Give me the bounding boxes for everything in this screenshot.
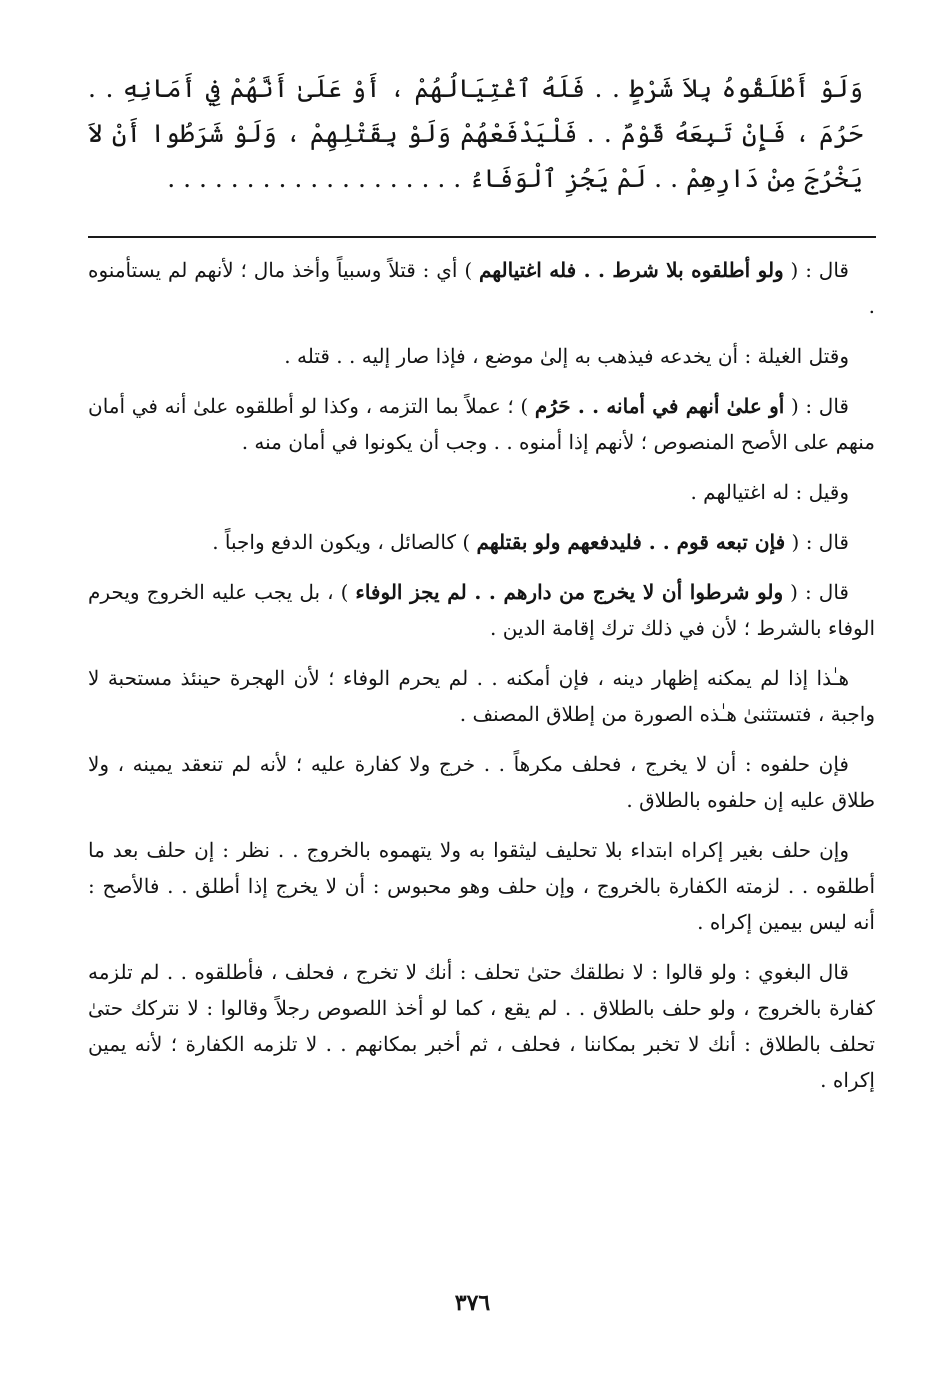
page-number: ٣٧٦	[454, 1290, 491, 1316]
commentary-text: قال : (	[785, 530, 849, 554]
commentary-paragraph-8: فإن حلفوه : أن لا يخرج ، فحلف مكرهاً . . خرج ولا كفارة عليه ؛ لأنه لم تنعقد يمينه ، ولا طلاق عليه إن حلفوه بالطلاق .	[88, 752, 875, 812]
matn-dots: . . . . . . . . . . . . . . . . . . .	[167, 164, 462, 193]
commentary-text: ) أي : قتلاً وسبياً وأخذ مال ؛ لأنهم لم يستأمنوه .	[88, 258, 875, 318]
separator-rule	[88, 236, 876, 238]
commentary-text: قال : (	[783, 580, 849, 604]
commentary-paragraph-2: وقتل الغيلة : أن يخدعه فيذهب به إلىٰ موضع ، فإذا صار إليه . . قتله .	[284, 344, 849, 368]
commentary-text: ) كالصائل ، ويكون الدفع واجباً .	[212, 530, 477, 554]
commentary-paragraph-9: وإن حلف بغير إكراه ابتداء بلا تحليف ليثقوا به ولا يتهموه بالخروج . . نظر : إن حلف بعد ما أطلقوه . . لزمته الكفارة بالخروج ، وإن حلف وهو محبوس : أن لا يخرج إذا أطلق . . فالأصح : أنه ليس بيمين إكراه .	[88, 838, 875, 934]
commentary-paragraph-3	[88, 388, 875, 460]
matn-text: وَلَوْ أَطْلَقُوهُ بِلاَ شَرْطٍ . . فَلَهُ ٱغْتِيَالُهُمْ ، أَوْ عَلَىٰ أَنَّهُمْ فِي أَمَانِهِ . . حَرُمَ ، فَإِنْ تَبِعَهُ قَوْمٌ . . فَلْيَدْفَعْهُمْ وَلَوْ بِقَتْلِهِمْ ، وَلَوْ شَرَطُوا أَنْ لاَ يَخْرُجَ مِنْ دَارِهِمْ . . لَمْ يَجُزِ ٱلْوَفَاءُ	[88, 74, 863, 193]
commentary-paragraph-7: هـٰذا إذا لم يمكنه إظهار دينه ، فإن أمكنه . . لم يحرم الوفاء ؛ لأن الهجرة حينئذ مستحبة لا واجبة ، فتستثنىٰ هـٰذه الصورة من إطلاق المصنف .	[88, 666, 875, 726]
commentary-paragraph-4: وقيل : له اغتيالهم .	[690, 480, 849, 504]
commentary-paragraph-6	[88, 574, 875, 646]
commentary-text: ) ؛ عملاً بما التزمه ، وكذا لو أطلقوه علىٰ أنه في أمان منهم على الأصح المنصوص ؛ لأنهم إذا أمنوه . . وجب أن يكونوا في أمان منه .	[88, 394, 875, 454]
commentary-paragraph-1	[88, 252, 875, 324]
commentary-text: ) ، بل يجب عليه الخروج ويحرم الوفاء بالشرط ؛ لأن في ذلك ترك إقامة الدين .	[88, 580, 875, 640]
commentary-paragraph-5	[88, 524, 875, 560]
matn-text-block	[88, 66, 863, 201]
commentary-block	[88, 252, 875, 1112]
quoted-matn: أو علىٰ أنهم في أمانه . . حَرُم	[534, 394, 785, 418]
commentary-text: قال : (	[783, 258, 849, 282]
commentary-text: قال : (	[784, 394, 849, 418]
quoted-matn: ولو أطلقوه بلا شرط . . فله اغتيالهم	[478, 258, 784, 282]
quoted-matn: ولو شرطوا أن لا يخرج من دارهم . . لم يجز الوفاء	[355, 580, 784, 604]
commentary-paragraph-10: قال البغوي : ولو قالوا : لا نطلقك حتىٰ تحلف : أنك لا تخرج ، فحلف ، فأطلقوه . . لم تلزمه كفارة بالخروج ، ولو حلف بالطلاق . . لم يقع ، كما لو أخذ اللصوص رجلاً وقالوا : لا نتركك حتىٰ تحلف بالطلاق : أنك لا تخبر بمكاننا ، فحلف ، ثم أخبر بمكانهم . . لا تلزمه الكفارة ؛ لأنه يمين إكراه .	[88, 960, 875, 1092]
quoted-matn: فإن تبعه قوم . . فليدفعهم ولو بقتلهم	[476, 530, 786, 554]
